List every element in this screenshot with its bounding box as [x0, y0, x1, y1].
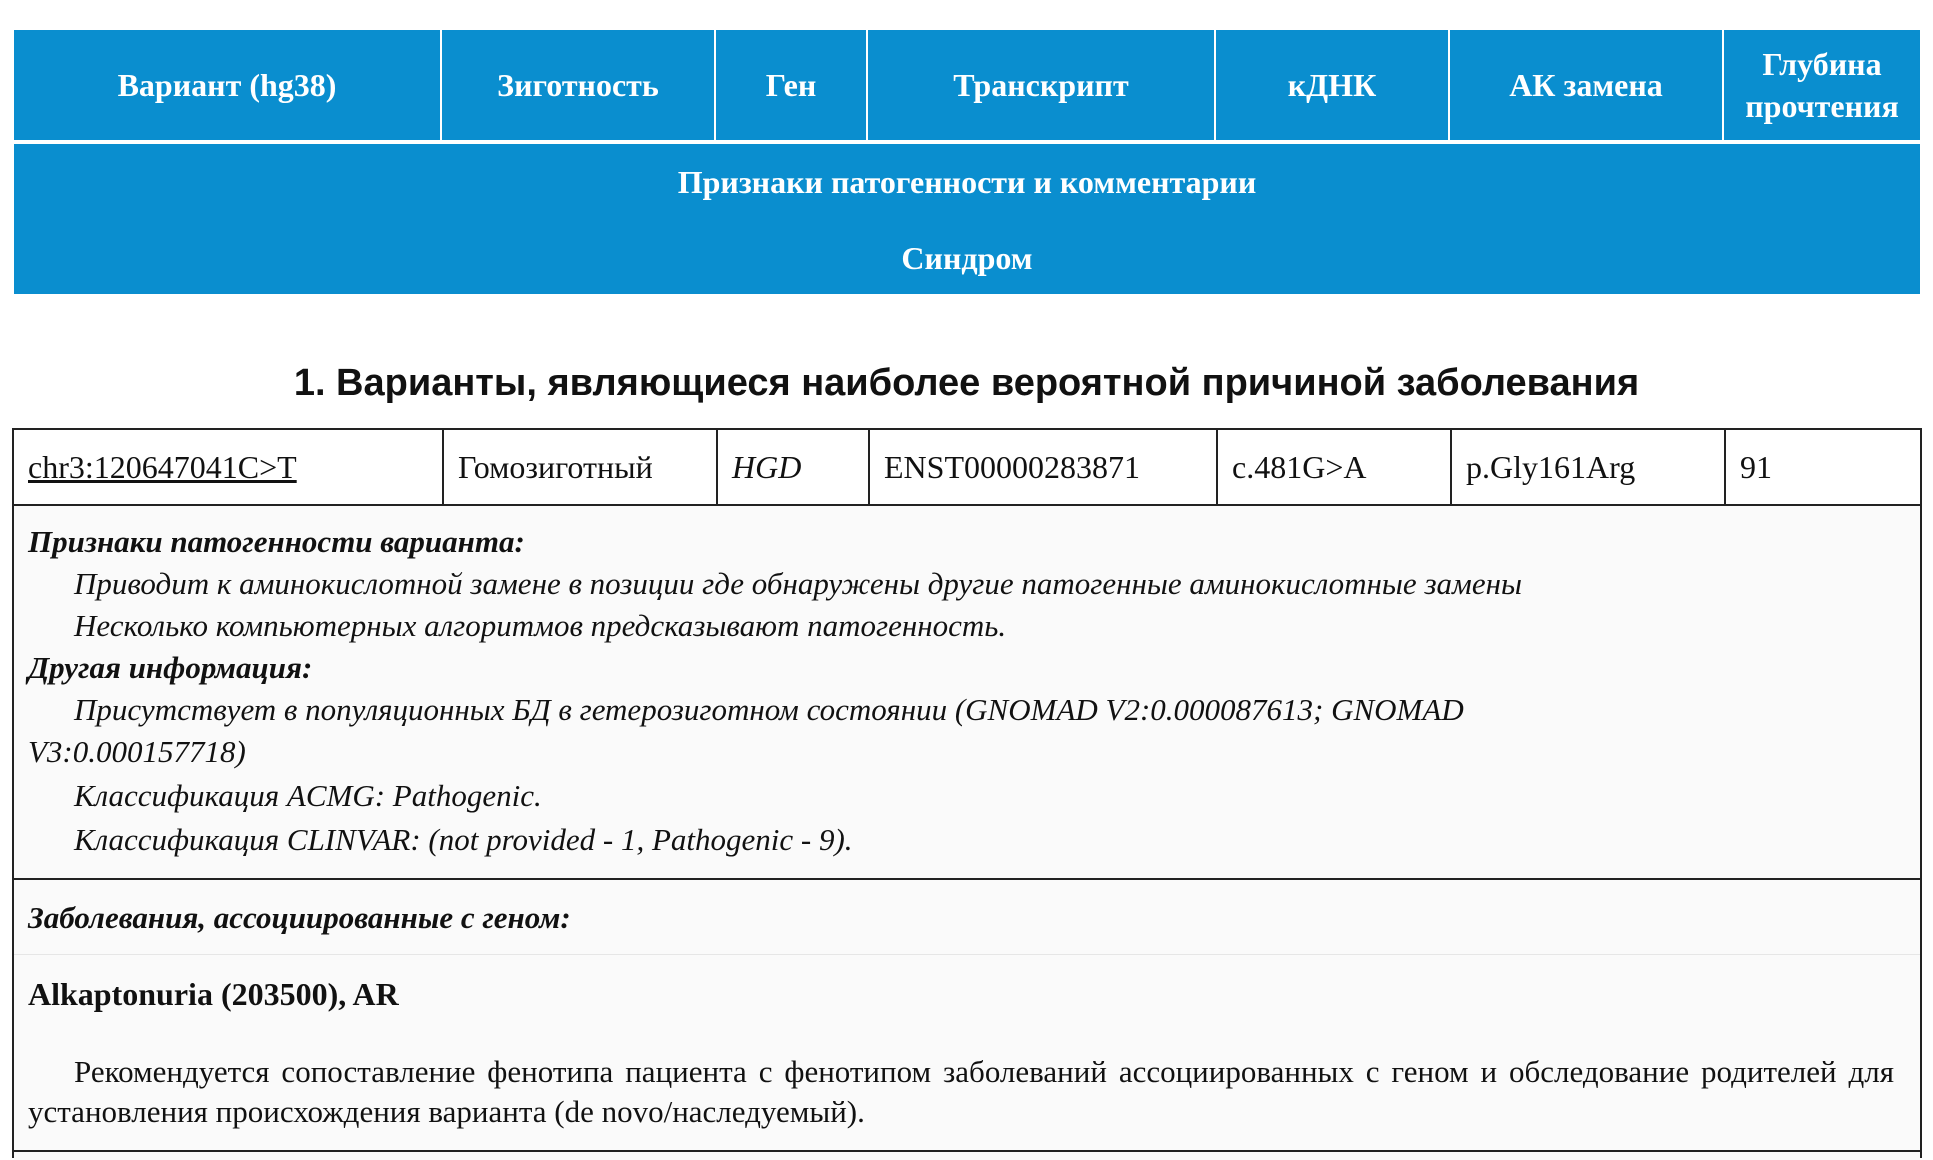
header-col-transcript: Транскрипт — [953, 67, 1129, 103]
acmg-classification: Классификация ACMG: Pathogenic. — [74, 778, 542, 813]
header-col-cdna: кДНК — [1287, 67, 1377, 103]
header-syndrome-label: Синдром — [901, 240, 1033, 276]
cell-gene: HGD — [732, 448, 802, 485]
clinvar-classification: Классификация CLINVAR: (not provided - 1, Pathogenic - 9). — [74, 822, 853, 857]
table-header — [14, 30, 1920, 294]
pathogenicity-comments — [14, 506, 1920, 880]
pathogenicity-item: Несколько компьютерных алгоритмов предсказывают патогенность. — [74, 608, 1007, 643]
table-bottom-border — [12, 1150, 1922, 1152]
other-info-heading: Другая информация: — [28, 650, 313, 685]
header-row-columns — [14, 30, 1920, 144]
cell-depth: 91 — [1740, 448, 1772, 485]
syndrome-name: Alkaptonuria (203500), AR — [28, 976, 399, 1012]
header-comments-label: Признаки патогенности и комментарии — [677, 164, 1257, 200]
header-col-depth: Глубина прочтения — [1745, 46, 1899, 124]
header-col-gene: Ген — [765, 67, 817, 103]
divider — [14, 954, 1920, 955]
diseases-heading: Заболевания, ассоциированные с геном: — [28, 900, 571, 935]
header-col-aa-change: АК замена — [1509, 67, 1663, 103]
cell-zygosity: Гомозиготный — [458, 448, 653, 485]
recommendation-text: Рекомендуется сопоставление фенотипа пациента с фенотипом заболеваний ассоциированных с геном и обследование родителей для установления происхождения варианта (de novo/наследуемый). — [28, 1054, 1894, 1129]
header-col-zygosity: Зиготность — [497, 67, 659, 103]
cell-cdna: c.481G>A — [1232, 448, 1367, 485]
variant-table — [12, 428, 1922, 1158]
section-title: 1. Варианты, являющиеся наиболее вероятной причиной заболевания — [293, 362, 1640, 404]
header-col-variant: Вариант (hg38) — [117, 67, 337, 103]
population-frequency-line-cont: V3:0.000157718) — [28, 734, 246, 769]
cell-transcript: ENST00000283871 — [884, 448, 1140, 485]
cell-aa-change: p.Gly161Arg — [1466, 448, 1636, 485]
pathogenicity-item: Приводит к аминокислотной замене в позиции где обнаружены другие патогенные аминокислотные замены — [74, 566, 1522, 601]
population-frequency-line: Присутствует в популяционных БД в гетерозиготном состоянии (GNOMAD V2:0.000087613; GNOMAD — [74, 692, 1464, 727]
table-row — [14, 430, 1920, 506]
cell-variant — [14, 430, 442, 504]
pathogenicity-heading: Признаки патогенности варианта: — [28, 524, 525, 559]
associated-diseases — [14, 880, 1920, 1160]
variant-link[interactable]: chr3:120647041C>T — [28, 448, 297, 485]
